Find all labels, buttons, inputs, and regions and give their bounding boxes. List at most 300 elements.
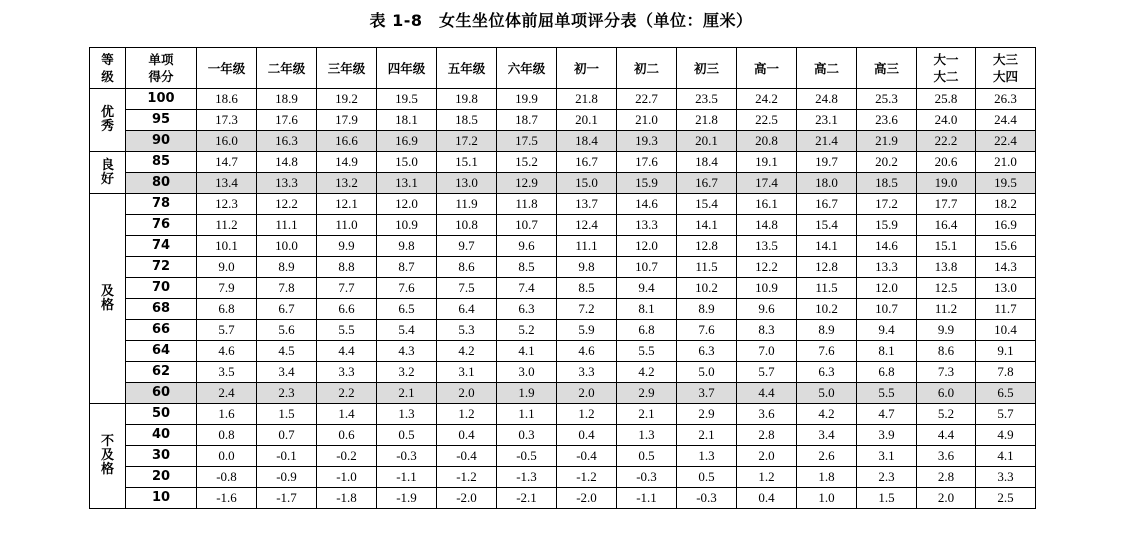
- value-cell: 18.9: [257, 89, 317, 110]
- value-cell: -0.3: [677, 488, 737, 509]
- value-cell: 23.5: [677, 89, 737, 110]
- value-cell: -1.8: [317, 488, 377, 509]
- value-cell: 2.1: [377, 383, 437, 404]
- value-cell: 5.0: [797, 383, 857, 404]
- table-row: [90, 383, 1036, 404]
- value-cell: -0.1: [257, 446, 317, 467]
- value-cell: 8.6: [437, 257, 497, 278]
- score-cell: 60: [126, 383, 197, 404]
- value-cell: 12.0: [857, 278, 917, 299]
- value-cell: 1.5: [257, 404, 317, 425]
- value-cell: 18.4: [557, 131, 617, 152]
- score-cell: 70: [126, 278, 197, 299]
- table-row: [90, 194, 1036, 215]
- value-cell: -0.4: [557, 446, 617, 467]
- value-cell: 2.5: [976, 488, 1036, 509]
- value-cell: 3.4: [797, 425, 857, 446]
- value-cell: 4.9: [976, 425, 1036, 446]
- table-header: [90, 48, 1036, 89]
- value-cell: 20.6: [917, 152, 976, 173]
- header-level: 四年级: [377, 48, 437, 89]
- value-cell: 16.3: [257, 131, 317, 152]
- value-cell: 3.6: [737, 404, 797, 425]
- value-cell: 5.7: [197, 320, 257, 341]
- value-cell: 22.7: [617, 89, 677, 110]
- score-cell: 68: [126, 299, 197, 320]
- value-cell: 8.6: [917, 341, 976, 362]
- value-cell: 4.4: [737, 383, 797, 404]
- value-cell: 12.9: [497, 173, 557, 194]
- value-cell: 7.0: [737, 341, 797, 362]
- value-cell: 16.9: [976, 215, 1036, 236]
- table-row: [90, 467, 1036, 488]
- value-cell: 9.1: [976, 341, 1036, 362]
- value-cell: 1.3: [377, 404, 437, 425]
- value-cell: 13.2: [317, 173, 377, 194]
- header-level: 三年级: [317, 48, 377, 89]
- value-cell: 6.3: [677, 341, 737, 362]
- value-cell: 17.2: [857, 194, 917, 215]
- value-cell: -0.3: [617, 467, 677, 488]
- value-cell: 4.4: [917, 425, 976, 446]
- value-cell: -0.8: [197, 467, 257, 488]
- score-cell: 74: [126, 236, 197, 257]
- score-cell: 100: [126, 89, 197, 110]
- table-row: [90, 173, 1036, 194]
- value-cell: 2.2: [317, 383, 377, 404]
- value-cell: 5.3: [437, 320, 497, 341]
- table-row: [90, 446, 1036, 467]
- value-cell: 18.2: [976, 194, 1036, 215]
- table-row: [90, 110, 1036, 131]
- value-cell: 5.2: [917, 404, 976, 425]
- value-cell: 0.5: [377, 425, 437, 446]
- value-cell: 10.9: [377, 215, 437, 236]
- value-cell: 16.7: [557, 152, 617, 173]
- value-cell: 21.0: [976, 152, 1036, 173]
- value-cell: 8.9: [797, 320, 857, 341]
- value-cell: 17.9: [317, 110, 377, 131]
- value-cell: 0.7: [257, 425, 317, 446]
- value-cell: -1.6: [197, 488, 257, 509]
- value-cell: 20.1: [677, 131, 737, 152]
- table-row: [90, 278, 1036, 299]
- value-cell: 18.5: [437, 110, 497, 131]
- value-cell: 0.5: [677, 467, 737, 488]
- value-cell: 12.5: [917, 278, 976, 299]
- value-cell: 5.6: [257, 320, 317, 341]
- value-cell: 21.8: [557, 89, 617, 110]
- value-cell: 2.9: [677, 404, 737, 425]
- value-cell: 5.4: [377, 320, 437, 341]
- value-cell: 2.0: [917, 488, 976, 509]
- value-cell: 15.0: [557, 173, 617, 194]
- value-cell: 18.4: [677, 152, 737, 173]
- value-cell: 7.6: [377, 278, 437, 299]
- value-cell: 9.4: [617, 278, 677, 299]
- value-cell: 16.7: [677, 173, 737, 194]
- value-cell: 22.2: [917, 131, 976, 152]
- value-cell: 1.2: [437, 404, 497, 425]
- value-cell: 17.5: [497, 131, 557, 152]
- value-cell: -0.5: [497, 446, 557, 467]
- value-cell: -2.0: [557, 488, 617, 509]
- value-cell: 5.5: [617, 341, 677, 362]
- value-cell: 1.1: [497, 404, 557, 425]
- score-cell: 64: [126, 341, 197, 362]
- value-cell: 9.8: [377, 236, 437, 257]
- value-cell: -2.1: [497, 488, 557, 509]
- value-cell: 16.4: [917, 215, 976, 236]
- table-row: [90, 215, 1036, 236]
- value-cell: 4.2: [617, 362, 677, 383]
- value-cell: 3.3: [317, 362, 377, 383]
- score-cell: 90: [126, 131, 197, 152]
- value-cell: 16.1: [737, 194, 797, 215]
- value-cell: 14.6: [857, 236, 917, 257]
- value-cell: 7.4: [497, 278, 557, 299]
- score-cell: 40: [126, 425, 197, 446]
- value-cell: 1.0: [797, 488, 857, 509]
- value-cell: 2.3: [857, 467, 917, 488]
- value-cell: -1.9: [377, 488, 437, 509]
- value-cell: 23.1: [797, 110, 857, 131]
- table-row: [90, 299, 1036, 320]
- value-cell: 2.8: [917, 467, 976, 488]
- value-cell: -0.2: [317, 446, 377, 467]
- value-cell: 6.8: [857, 362, 917, 383]
- value-cell: 8.5: [497, 257, 557, 278]
- value-cell: 11.5: [677, 257, 737, 278]
- value-cell: 13.0: [437, 173, 497, 194]
- value-cell: 7.7: [317, 278, 377, 299]
- value-cell: 3.0: [497, 362, 557, 383]
- value-cell: 2.1: [617, 404, 677, 425]
- value-cell: 10.0: [257, 236, 317, 257]
- value-cell: 2.0: [557, 383, 617, 404]
- header-level: 高二: [797, 48, 857, 89]
- value-cell: 5.7: [976, 404, 1036, 425]
- value-cell: 0.5: [617, 446, 677, 467]
- value-cell: 2.0: [437, 383, 497, 404]
- value-cell: 4.1: [497, 341, 557, 362]
- value-cell: 8.1: [857, 341, 917, 362]
- score-cell: 50: [126, 404, 197, 425]
- score-cell: 30: [126, 446, 197, 467]
- value-cell: 8.9: [677, 299, 737, 320]
- value-cell: 0.4: [737, 488, 797, 509]
- value-cell: 1.3: [677, 446, 737, 467]
- value-cell: 7.6: [677, 320, 737, 341]
- value-cell: 12.8: [797, 257, 857, 278]
- value-cell: 14.1: [797, 236, 857, 257]
- value-cell: 11.8: [497, 194, 557, 215]
- value-cell: 19.2: [317, 89, 377, 110]
- value-cell: 18.0: [797, 173, 857, 194]
- value-cell: 12.2: [257, 194, 317, 215]
- value-cell: -1.2: [557, 467, 617, 488]
- value-cell: 19.5: [377, 89, 437, 110]
- value-cell: -0.3: [377, 446, 437, 467]
- value-cell: -1.1: [617, 488, 677, 509]
- value-cell: 14.9: [317, 152, 377, 173]
- value-cell: 7.3: [917, 362, 976, 383]
- value-cell: 6.5: [377, 299, 437, 320]
- value-cell: 6.5: [976, 383, 1036, 404]
- value-cell: 20.8: [737, 131, 797, 152]
- value-cell: 6.8: [617, 320, 677, 341]
- header-level: 初一: [557, 48, 617, 89]
- value-cell: 13.4: [197, 173, 257, 194]
- value-cell: 11.1: [557, 236, 617, 257]
- value-cell: 15.9: [617, 173, 677, 194]
- value-cell: 10.7: [857, 299, 917, 320]
- value-cell: 12.4: [557, 215, 617, 236]
- value-cell: 14.6: [617, 194, 677, 215]
- value-cell: 8.8: [317, 257, 377, 278]
- value-cell: 21.0: [617, 110, 677, 131]
- value-cell: 5.5: [317, 320, 377, 341]
- header-level: 大三 大四: [976, 48, 1036, 89]
- value-cell: 10.4: [976, 320, 1036, 341]
- value-cell: 15.9: [857, 215, 917, 236]
- value-cell: 24.2: [737, 89, 797, 110]
- value-cell: 17.4: [737, 173, 797, 194]
- header-level: 高一: [737, 48, 797, 89]
- value-cell: 6.6: [317, 299, 377, 320]
- value-cell: 2.9: [617, 383, 677, 404]
- value-cell: 7.9: [197, 278, 257, 299]
- value-cell: 2.4: [197, 383, 257, 404]
- value-cell: -2.0: [437, 488, 497, 509]
- value-cell: -1.3: [497, 467, 557, 488]
- header-level: 大一 大二: [917, 48, 976, 89]
- value-cell: 3.1: [437, 362, 497, 383]
- value-cell: 18.7: [497, 110, 557, 131]
- value-cell: 14.8: [257, 152, 317, 173]
- value-cell: 8.1: [617, 299, 677, 320]
- value-cell: 24.4: [976, 110, 1036, 131]
- value-cell: 13.8: [917, 257, 976, 278]
- score-cell: 85: [126, 152, 197, 173]
- value-cell: 1.4: [317, 404, 377, 425]
- score-cell: 76: [126, 215, 197, 236]
- value-cell: 6.8: [197, 299, 257, 320]
- table-row: [90, 257, 1036, 278]
- value-cell: 3.3: [557, 362, 617, 383]
- score-cell: 95: [126, 110, 197, 131]
- value-cell: 15.2: [497, 152, 557, 173]
- value-cell: 1.6: [197, 404, 257, 425]
- value-cell: 9.7: [437, 236, 497, 257]
- value-cell: 16.0: [197, 131, 257, 152]
- value-cell: 7.2: [557, 299, 617, 320]
- value-cell: 13.3: [257, 173, 317, 194]
- value-cell: 1.5: [857, 488, 917, 509]
- value-cell: 13.1: [377, 173, 437, 194]
- table-row: [90, 425, 1036, 446]
- value-cell: 17.2: [437, 131, 497, 152]
- header-level: 高三: [857, 48, 917, 89]
- value-cell: 0.8: [197, 425, 257, 446]
- table-body: [90, 89, 1036, 509]
- value-cell: 0.6: [317, 425, 377, 446]
- value-cell: 24.0: [917, 110, 976, 131]
- value-cell: 5.7: [737, 362, 797, 383]
- value-cell: 9.8: [557, 257, 617, 278]
- value-cell: 6.3: [497, 299, 557, 320]
- value-cell: 7.6: [797, 341, 857, 362]
- value-cell: 11.9: [437, 194, 497, 215]
- value-cell: 4.2: [797, 404, 857, 425]
- value-cell: -1.7: [257, 488, 317, 509]
- value-cell: 1.9: [497, 383, 557, 404]
- value-cell: 0.4: [557, 425, 617, 446]
- value-cell: 13.5: [737, 236, 797, 257]
- value-cell: 6.7: [257, 299, 317, 320]
- value-cell: 15.6: [976, 236, 1036, 257]
- value-cell: 11.2: [197, 215, 257, 236]
- value-cell: 0.4: [437, 425, 497, 446]
- value-cell: 9.6: [737, 299, 797, 320]
- value-cell: 17.3: [197, 110, 257, 131]
- value-cell: 6.4: [437, 299, 497, 320]
- value-cell: 21.9: [857, 131, 917, 152]
- value-cell: 18.5: [857, 173, 917, 194]
- value-cell: 4.4: [317, 341, 377, 362]
- header-score: 单项 得分: [126, 48, 197, 89]
- score-cell: 10: [126, 488, 197, 509]
- value-cell: 24.8: [797, 89, 857, 110]
- value-cell: 1.2: [737, 467, 797, 488]
- value-cell: 9.9: [917, 320, 976, 341]
- value-cell: 4.7: [857, 404, 917, 425]
- header-row: [90, 48, 1036, 89]
- value-cell: 2.1: [677, 425, 737, 446]
- table-row: [90, 89, 1036, 110]
- score-table: [89, 47, 1036, 509]
- table-row: [90, 236, 1036, 257]
- grade-label: 优 秀: [90, 89, 126, 152]
- value-cell: 8.7: [377, 257, 437, 278]
- value-cell: 10.7: [497, 215, 557, 236]
- value-cell: 5.2: [497, 320, 557, 341]
- header-grade: 等 级: [90, 48, 126, 89]
- value-cell: 22.4: [976, 131, 1036, 152]
- value-cell: 10.2: [677, 278, 737, 299]
- grade-label: 及 格: [90, 194, 126, 404]
- value-cell: 7.5: [437, 278, 497, 299]
- header-level: 初二: [617, 48, 677, 89]
- value-cell: 25.3: [857, 89, 917, 110]
- value-cell: 15.1: [917, 236, 976, 257]
- grade-label: 不 及 格: [90, 404, 126, 509]
- value-cell: 5.9: [557, 320, 617, 341]
- value-cell: 1.8: [797, 467, 857, 488]
- value-cell: 3.3: [976, 467, 1036, 488]
- table-row: [90, 488, 1036, 509]
- value-cell: 21.4: [797, 131, 857, 152]
- value-cell: 3.6: [917, 446, 976, 467]
- value-cell: 19.1: [737, 152, 797, 173]
- value-cell: 19.7: [797, 152, 857, 173]
- value-cell: 8.3: [737, 320, 797, 341]
- value-cell: 11.1: [257, 215, 317, 236]
- value-cell: -1.1: [377, 467, 437, 488]
- value-cell: 15.0: [377, 152, 437, 173]
- value-cell: 23.6: [857, 110, 917, 131]
- value-cell: -1.2: [437, 467, 497, 488]
- value-cell: -0.4: [437, 446, 497, 467]
- value-cell: 8.9: [257, 257, 317, 278]
- value-cell: 12.1: [317, 194, 377, 215]
- value-cell: 5.5: [857, 383, 917, 404]
- value-cell: 11.2: [917, 299, 976, 320]
- value-cell: 10.7: [617, 257, 677, 278]
- value-cell: 19.3: [617, 131, 677, 152]
- value-cell: 3.9: [857, 425, 917, 446]
- value-cell: 11.7: [976, 299, 1036, 320]
- value-cell: 4.3: [377, 341, 437, 362]
- value-cell: 20.2: [857, 152, 917, 173]
- header-level: 一年级: [197, 48, 257, 89]
- value-cell: 17.7: [917, 194, 976, 215]
- value-cell: 13.7: [557, 194, 617, 215]
- score-cell: 80: [126, 173, 197, 194]
- value-cell: 20.1: [557, 110, 617, 131]
- value-cell: 3.2: [377, 362, 437, 383]
- value-cell: 9.6: [497, 236, 557, 257]
- value-cell: 15.4: [677, 194, 737, 215]
- value-cell: 17.6: [257, 110, 317, 131]
- value-cell: 6.3: [797, 362, 857, 383]
- value-cell: 0.3: [497, 425, 557, 446]
- value-cell: 5.0: [677, 362, 737, 383]
- value-cell: 22.5: [737, 110, 797, 131]
- value-cell: 12.2: [737, 257, 797, 278]
- value-cell: 2.6: [797, 446, 857, 467]
- value-cell: 10.1: [197, 236, 257, 257]
- value-cell: 13.3: [857, 257, 917, 278]
- value-cell: 4.2: [437, 341, 497, 362]
- value-cell: 11.0: [317, 215, 377, 236]
- value-cell: 4.1: [976, 446, 1036, 467]
- score-cell: 20: [126, 467, 197, 488]
- value-cell: 1.2: [557, 404, 617, 425]
- value-cell: 13.0: [976, 278, 1036, 299]
- value-cell: 19.5: [976, 173, 1036, 194]
- value-cell: 1.3: [617, 425, 677, 446]
- value-cell: 11.5: [797, 278, 857, 299]
- value-cell: 14.7: [197, 152, 257, 173]
- value-cell: 6.0: [917, 383, 976, 404]
- value-cell: 3.7: [677, 383, 737, 404]
- value-cell: 9.0: [197, 257, 257, 278]
- table-row: [90, 404, 1036, 425]
- grade-label: 良 好: [90, 152, 126, 194]
- value-cell: 4.5: [257, 341, 317, 362]
- value-cell: 10.2: [797, 299, 857, 320]
- score-cell: 78: [126, 194, 197, 215]
- table-row: [90, 320, 1036, 341]
- header-level: 初三: [677, 48, 737, 89]
- value-cell: 10.8: [437, 215, 497, 236]
- value-cell: -1.0: [317, 467, 377, 488]
- table-row: [90, 152, 1036, 173]
- value-cell: 9.4: [857, 320, 917, 341]
- value-cell: 4.6: [197, 341, 257, 362]
- score-cell: 72: [126, 257, 197, 278]
